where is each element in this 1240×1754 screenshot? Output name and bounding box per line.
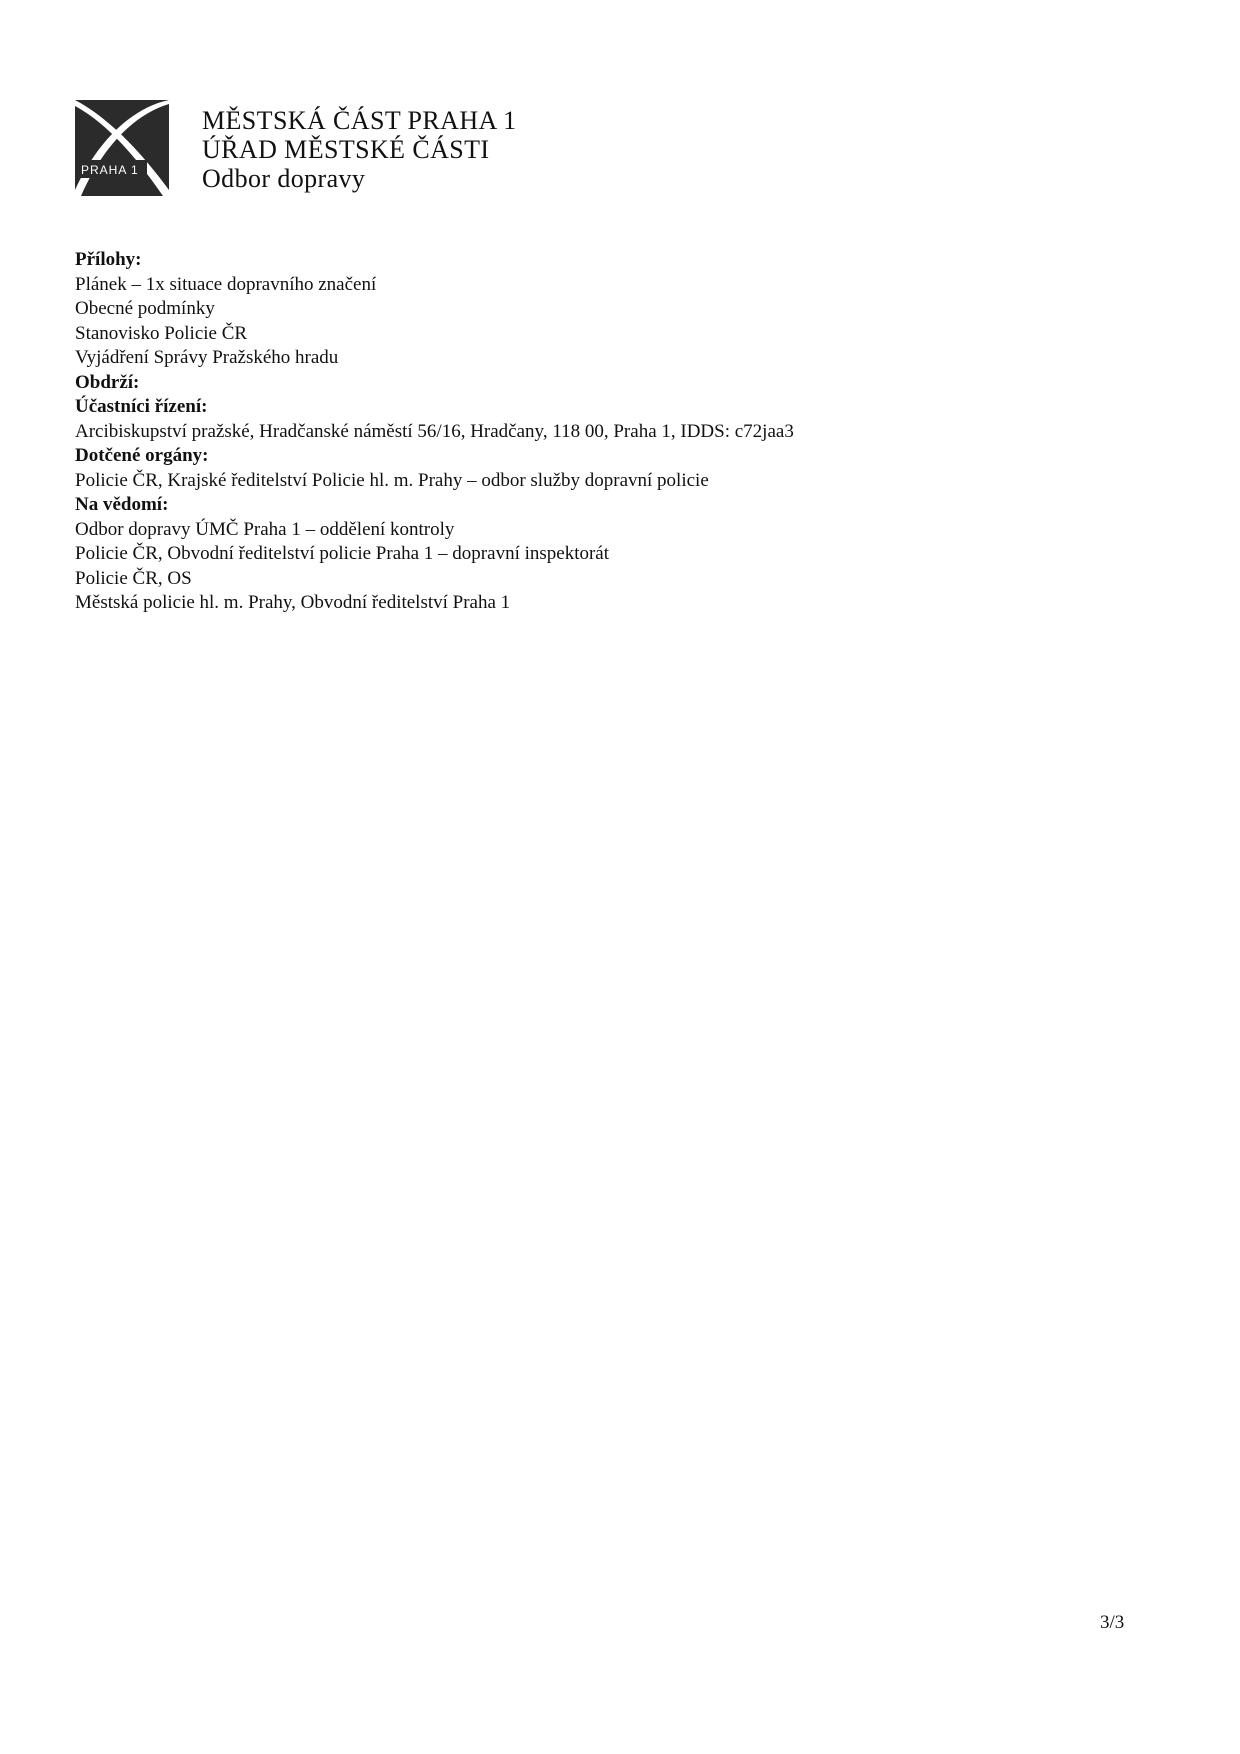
for-information-item: Městská policie hl. m. Prahy, Obvodní ředitelství Praha 1: [75, 592, 511, 613]
recipients-heading: Obdrží:: [75, 371, 140, 393]
for-information-item: Odbor dopravy ÚMČ Praha 1 – oddělení kontroly: [75, 518, 455, 540]
for-information-item: Policie ČR, Obvodní ředitelství policie Praha 1 – dopravní inspektorát: [75, 543, 610, 564]
participants-heading: Účastníci řízení:: [75, 396, 208, 417]
attachments-heading: Přílohy:: [75, 249, 142, 270]
participant-item: Arcibiskupství pražské, Hradčanské náměstí 56/16, Hradčany, 118 00, Praha 1, IDDS: c72jaa3: [75, 420, 794, 442]
authorities-heading: Dotčené orgány:: [75, 445, 209, 466]
page-number: 3/3: [1100, 1612, 1125, 1633]
attachment-item: Vyjádření Správy Pražského hradu: [75, 347, 339, 368]
attachment-item: Obecné podmínky: [75, 298, 215, 319]
attachment-item: Stanovisko Policie ČR: [75, 322, 248, 344]
attachment-item: Plánek – 1x situace dopravního značení: [75, 273, 377, 295]
office-name-block: [202, 106, 517, 193]
municipality-name: MĚSTSKÁ ČÁST PRAHA 1: [202, 106, 517, 135]
praha1-logo: [75, 100, 169, 196]
department-name: Odbor dopravy: [202, 164, 366, 193]
for-information-heading: Na vědomí:: [75, 494, 169, 515]
for-information-item: Policie ČR, OS: [75, 567, 192, 589]
document-body: [75, 248, 1125, 616]
office-name: ÚŘAD MĚSTSKÉ ČÁSTI: [202, 135, 490, 164]
letterhead: [75, 100, 875, 200]
authority-item: Policie ČR, Krajské ředitelství Policie hl. m. Prahy – odbor služby dopravní policie: [75, 469, 709, 491]
logo-label: PRAHA 1: [81, 163, 139, 177]
